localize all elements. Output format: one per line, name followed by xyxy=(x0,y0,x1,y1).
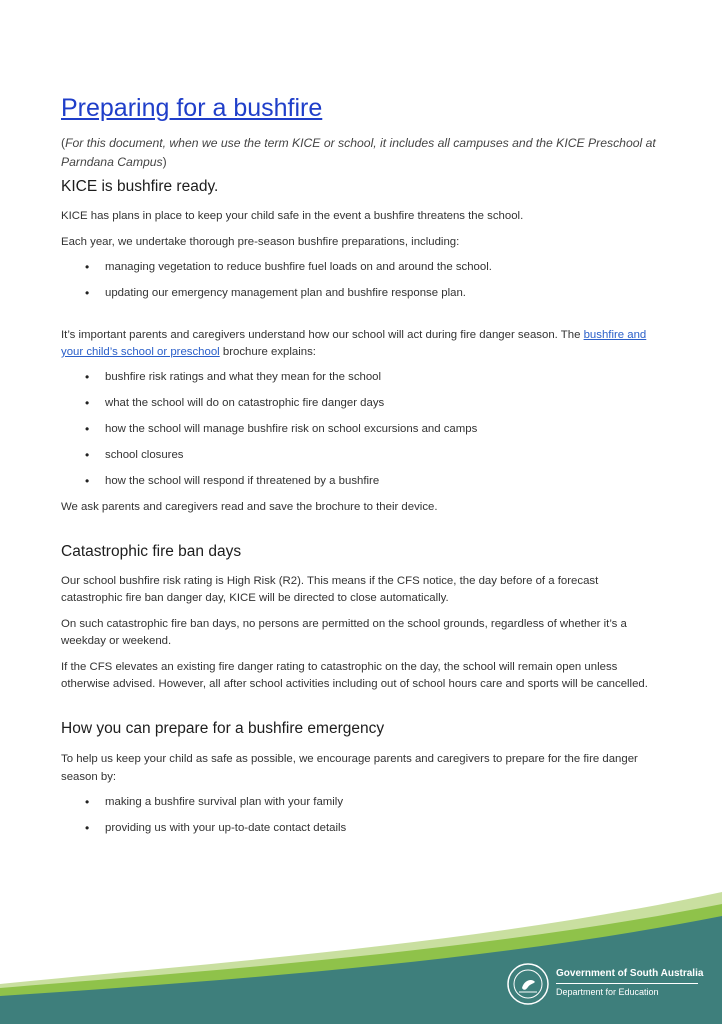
list-item: • school closures xyxy=(61,447,661,464)
paragraph-plans: KICE has plans in place to keep your child safe in the event a bushfire threatens the school. xyxy=(61,210,524,222)
list-item: • bushfire risk ratings and what they mean for the school xyxy=(61,369,661,386)
list-item: • how the school will manage bushfire risk on school excursions and camps xyxy=(61,421,661,438)
document-title: Preparing for a bushfire xyxy=(61,94,323,122)
document-body xyxy=(61,92,661,837)
paragraph-cfs-elevates: If the CFS elevates an existing fire danger rating to catastrophic on the day, the school will remain open unless otherwise advised. However, all after school activities including out of school hours care and sports will be cancelled. xyxy=(61,661,648,690)
prepare-list xyxy=(61,794,661,837)
intro-text: For this document, when we use the term KICE or school, it includes all campuses and the KICE Preschool at Parndana Campus xyxy=(61,136,656,169)
list-item: • making a bushfire survival plan with your family xyxy=(61,794,661,811)
section-heading-prepare: How you can prepare for a bushfire emergency xyxy=(61,720,385,737)
preparations-list xyxy=(61,259,661,302)
south-australia-crest-icon xyxy=(506,962,550,1006)
government-name: Government of South Australia xyxy=(556,968,704,979)
section-heading-catastrophic: Catastrophic fire ban days xyxy=(61,543,242,560)
list-item: • managing vegetation to reduce bushfire fuel loads on and around the school. xyxy=(61,259,661,276)
paragraph-preparations: Each year, we undertake thorough pre-season bushfire preparations, including: xyxy=(61,236,460,248)
list-item: • what the school will do on catastrophic fire danger days xyxy=(61,395,661,412)
brochure-link[interactable]: bushfire and your child’s school or preschool xyxy=(61,329,647,358)
brochure-list xyxy=(61,369,661,490)
list-item: • providing us with your up-to-date contact details xyxy=(61,820,661,837)
paragraph-help-us: To help us keep your child as safe as possible, we encourage parents and caregivers to prepare for the fire danger season by: xyxy=(61,753,638,783)
section-heading-ready: KICE is bushfire ready. xyxy=(61,178,219,195)
footer-swoosh xyxy=(0,884,722,1024)
government-branding xyxy=(556,967,706,998)
branding-divider xyxy=(556,983,698,984)
list-item: • how the school will respond if threatened by a bushfire xyxy=(61,473,661,490)
paragraph-risk-rating: Our school bushfire risk rating is High Risk (R2). This means if the CFS notice, the day before of a forecast catastrophic fire ban danger day, KICE will be directed to close automatically. xyxy=(61,575,599,604)
intro-note: (For this document, when we use the term KICE or school, it includes all campuses and the KICE Preschool at Parndana Campus) xyxy=(61,136,656,169)
paragraph-no-persons: On such catastrophic fire ban days, no persons are permitted on the school grounds, regardless of whether it’s a weekday or weekend. xyxy=(61,618,627,647)
paragraph-brochure: It’s important parents and caregivers understand how our school will act during fire danger season. The bushfire and your child’s school or preschool brochure explains: xyxy=(61,329,647,358)
list-item: • updating our emergency management plan and bushfire response plan. xyxy=(61,285,661,302)
paragraph-save-brochure: We ask parents and caregivers read and save the brochure to their device. xyxy=(61,501,438,513)
department-name: Department for Education xyxy=(556,987,659,997)
